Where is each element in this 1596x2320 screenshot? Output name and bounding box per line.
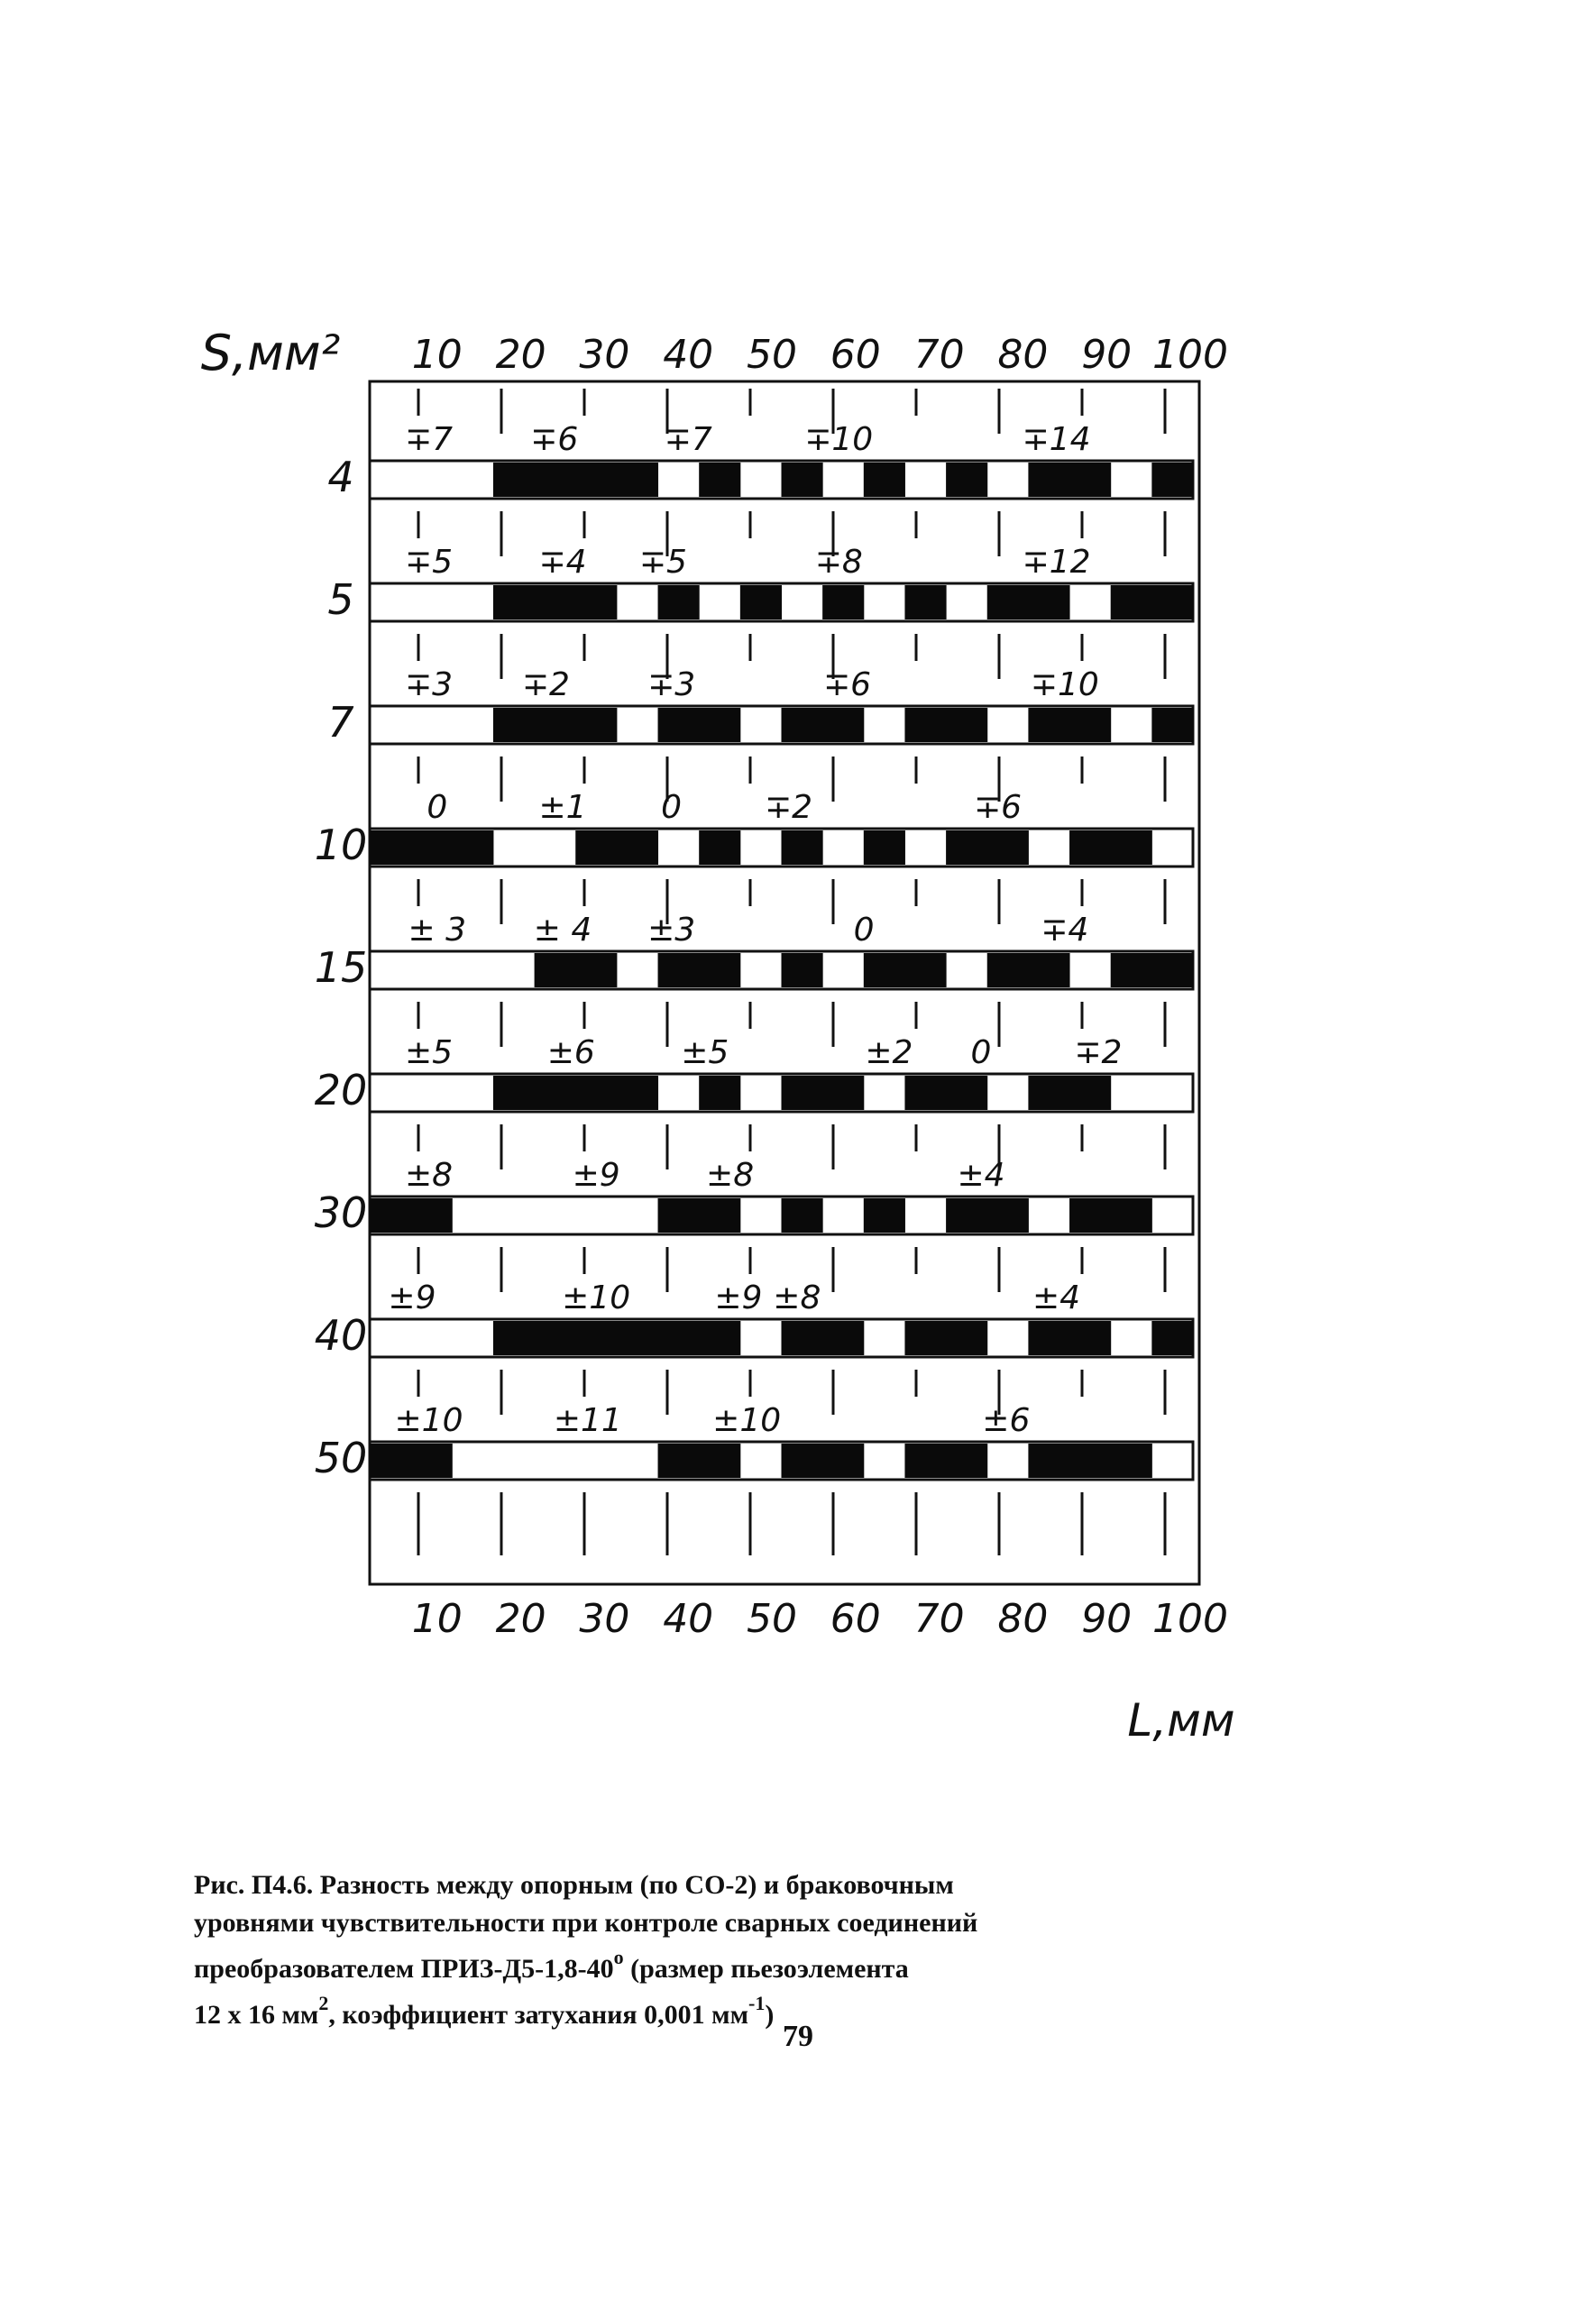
band-cell-black [1069, 1076, 1111, 1110]
x-tick-label-bottom: 40 [663, 1596, 714, 1642]
band-cell-black [535, 1321, 576, 1355]
band-annotation: ±2 [865, 1034, 913, 1071]
band-annotation: ∓2 [1074, 1034, 1123, 1071]
band-annotation: 0 [661, 789, 683, 826]
band-cell-black [699, 1444, 740, 1478]
band-cell-black [904, 1076, 946, 1110]
band-annotation: ∓5 [404, 544, 454, 581]
band-annotation: ±6 [982, 1402, 1031, 1439]
x-tick-label-bottom: 50 [747, 1596, 797, 1642]
y-row-label: 10 [314, 821, 368, 869]
band-cell-black [822, 1444, 864, 1478]
band-annotation: ∓5 [638, 544, 687, 581]
band-annotation: ±10 [712, 1402, 782, 1439]
x-tick-label-top: 70 [913, 332, 965, 378]
band-cell-black [493, 463, 535, 497]
band-annotation: ∓7 [664, 421, 712, 458]
band-annotation: ±1 [538, 789, 587, 826]
band-cell-black [946, 708, 987, 742]
band-cell-black [411, 1198, 453, 1233]
x-tick-label-bottom: 60 [830, 1596, 881, 1642]
x-tick-label-top: 30 [579, 332, 630, 378]
band-cell-black [617, 1321, 658, 1355]
band-annotation: ∓12 [1022, 544, 1091, 581]
band-annotation: ∓10 [804, 421, 874, 458]
y-row-label: 30 [314, 1188, 368, 1237]
band-cell-black [864, 830, 905, 865]
band-cell-black [617, 463, 658, 497]
band-cell-black [904, 1444, 946, 1478]
band-annotation: ∓7 [404, 421, 454, 458]
x-tick-label-top: 50 [747, 332, 797, 378]
caption-degree-sign: о [613, 1946, 624, 1968]
band-annotation: ∓14 [1022, 421, 1091, 458]
band-annotation: ±5 [404, 1034, 454, 1071]
x-tick-label-bottom: 70 [913, 1596, 965, 1642]
x-tick-label-top: 80 [997, 332, 1049, 378]
band-annotation: ±10 [562, 1279, 631, 1316]
band-cell-black [535, 708, 576, 742]
x-axis-title: L,мм [1127, 1694, 1235, 1747]
band-cell-black [1028, 585, 1069, 619]
band-cell-black [782, 953, 823, 987]
band-annotation: ∓3 [404, 666, 454, 703]
band-cell-black [782, 1076, 823, 1110]
band-cell-black [575, 953, 617, 987]
band-cell-black [1151, 585, 1193, 619]
band-cell-black [864, 953, 905, 987]
band-cell-black [987, 830, 1029, 865]
band-annotation: ±5 [681, 1034, 729, 1071]
band-cell-black [1069, 708, 1111, 742]
caption-line-2: уровнями чувствительности при контроле сварных соединений [194, 1908, 978, 1938]
caption-attenuation-exponent: -1 [748, 1992, 766, 2014]
band-cell-black [575, 1321, 617, 1355]
band-cell-black [617, 1076, 658, 1110]
band-cell-black [699, 953, 740, 987]
band-cell-black [946, 1198, 987, 1233]
band-cell-black [782, 1321, 823, 1355]
band-cell-black [1111, 585, 1152, 619]
y-row-label: 4 [327, 453, 354, 501]
x-tick-label-bottom: 10 [411, 1596, 463, 1642]
band-cell-black [822, 1321, 864, 1355]
band-cell-black [1069, 463, 1111, 497]
band-cell-black [1069, 1321, 1111, 1355]
band-cell-black [782, 1198, 823, 1233]
band-cell-black [411, 830, 453, 865]
band-cell-black [987, 953, 1029, 987]
band-cell-black [493, 708, 535, 742]
x-tick-label-top: 60 [830, 332, 881, 378]
band-cell-black [575, 463, 617, 497]
y-row-label: 40 [314, 1311, 368, 1360]
band-cell-black [575, 830, 617, 865]
band-cell-black [535, 463, 576, 497]
band-cell-black [699, 1321, 740, 1355]
band-cell-black [1028, 708, 1069, 742]
caption-line-1: Рис. П4.6. Разность между опорным (по СО-2) и браковочным [194, 1870, 954, 1900]
band-cell-black [782, 830, 823, 865]
band-cell-black [1111, 830, 1152, 865]
band-annotation: ± 3 [408, 912, 467, 949]
band-annotation: ±8 [773, 1279, 821, 1316]
band-annotation: ∓10 [1030, 666, 1099, 703]
band-cell-black [946, 463, 987, 497]
y-row-label: 50 [314, 1434, 368, 1482]
band-cell-black [904, 708, 946, 742]
band-cell-black [699, 1076, 740, 1110]
band-cell-black [1028, 1444, 1069, 1478]
y-row-label: 15 [314, 943, 368, 992]
band-annotation: ∓6 [530, 421, 579, 458]
band-cell-black [904, 585, 946, 619]
caption-transducer: преобразователем ПРИЗ-Д5-1,8-40 [194, 1954, 614, 1984]
band-annotation: ±8 [706, 1157, 755, 1194]
band-cell-black [1028, 1321, 1069, 1355]
band-annotation: ∓6 [974, 789, 1023, 826]
band-cell-black [946, 1076, 987, 1110]
y-axis-title: S,мм² [200, 325, 341, 381]
band-cell-black [699, 708, 740, 742]
band-annotation: ±4 [1032, 1279, 1081, 1316]
band-cell-black [1151, 708, 1193, 742]
band-cell-black [1069, 1444, 1111, 1478]
band-annotation: 0 [853, 912, 875, 949]
y-row-label: 7 [327, 698, 354, 747]
band-cell-black [575, 708, 617, 742]
band-cell-black [658, 1444, 700, 1478]
band-cell-black [493, 1076, 535, 1110]
band-annotation: ±8 [404, 1157, 454, 1194]
caption-element-size: 12 x 16 мм [194, 2000, 319, 2030]
band-cell-black [1069, 830, 1111, 865]
band-annotation: ± 4 [533, 912, 592, 949]
band-cell-black [904, 953, 946, 987]
band-annotation: ±9 [572, 1157, 620, 1194]
band-cell-black [864, 1198, 905, 1233]
band-cell-black [946, 1321, 987, 1355]
band-annotation: ∓3 [647, 666, 696, 703]
y-row-label: 5 [327, 575, 354, 624]
caption-line-3 [194, 1942, 1204, 1988]
band-cell-black [370, 830, 411, 865]
band-cell-black [575, 1076, 617, 1110]
band-cell-black [1151, 463, 1193, 497]
band-cell-black [535, 1076, 576, 1110]
band-annotation: ±11 [553, 1402, 622, 1439]
band-cell-black [1069, 1198, 1111, 1233]
band-cell-black [1111, 1444, 1152, 1478]
band-cell-black [864, 463, 905, 497]
band-cell-black [1151, 953, 1193, 987]
band-cell-black [987, 585, 1029, 619]
band-cell-black [575, 585, 617, 619]
x-tick-label-bottom: 100 [1152, 1596, 1228, 1642]
band-cell-black [822, 1076, 864, 1110]
band-annotation: ±6 [546, 1034, 595, 1071]
band-annotation: ±9 [388, 1279, 436, 1316]
band-cell-black [699, 830, 740, 865]
x-tick-label-bottom: 80 [997, 1596, 1049, 1642]
band-cell-black [370, 1444, 411, 1478]
band-cell-black [1028, 463, 1069, 497]
x-tick-label-bottom: 90 [1081, 1596, 1133, 1642]
band-cell-black [699, 463, 740, 497]
band-annotation: ±4 [957, 1157, 1005, 1194]
x-tick-label-top: 20 [495, 332, 546, 378]
band-cell-black [1028, 1076, 1069, 1110]
band-cell-black [658, 1321, 700, 1355]
band-cell-black [1111, 1198, 1152, 1233]
band-cell-black [658, 585, 700, 619]
caption-attenuation: , коэффициент затухания 0,001 мм [328, 2000, 749, 2030]
band-annotation: ∓4 [538, 544, 587, 581]
band-cell-black [782, 463, 823, 497]
caption-area-exponent: 2 [318, 1992, 329, 2014]
band-annotation: 0 [427, 789, 448, 826]
band-annotation: 0 [970, 1034, 992, 1071]
band-annotation: ±9 [714, 1279, 763, 1316]
x-tick-label-top: 40 [663, 332, 714, 378]
band-cell-black [493, 1321, 535, 1355]
band-cell-black [822, 585, 864, 619]
band-cell-black [1111, 953, 1152, 987]
band-cell-black [411, 1444, 453, 1478]
band-cell-black [658, 953, 700, 987]
page-number: 79 [783, 2020, 813, 2053]
band-cell-black [987, 1198, 1029, 1233]
band-cell-black [493, 585, 535, 619]
band-cell-black [699, 1198, 740, 1233]
band-cell-black [946, 830, 987, 865]
x-tick-label-bottom: 20 [495, 1596, 546, 1642]
band-cell-black [370, 1198, 411, 1233]
x-tick-label-top: 100 [1152, 332, 1228, 378]
band-cell-black [946, 1444, 987, 1478]
band-annotation: ∓2 [521, 666, 570, 703]
band-annotation: ∓6 [822, 666, 872, 703]
figure-caption [194, 1866, 1204, 2034]
x-tick-label-top: 10 [411, 332, 463, 378]
band-cell-black [617, 830, 658, 865]
x-tick-label-bottom: 30 [579, 1596, 630, 1642]
caption-element-size-label: (размер пьезоэлемента [623, 1954, 909, 1984]
x-tick-label-top: 90 [1081, 332, 1133, 378]
y-row-label: 20 [314, 1066, 368, 1114]
band-annotation: ∓4 [1041, 912, 1089, 949]
band-cell-black [658, 1198, 700, 1233]
band-cell-black [822, 708, 864, 742]
band-cell-black [782, 1444, 823, 1478]
band-annotation: ±10 [394, 1402, 463, 1439]
band-cell-black [1028, 953, 1069, 987]
band-annotation: ∓2 [765, 789, 813, 826]
band-cell-black [535, 953, 576, 987]
band-annotation: ∓8 [814, 544, 863, 581]
band-cell-black [535, 585, 576, 619]
band-cell-black [782, 708, 823, 742]
band-cell-black [452, 830, 493, 865]
caption-close-paren: ) [765, 2000, 775, 2030]
band-cell-black [904, 1321, 946, 1355]
band-cell-black [1151, 1321, 1193, 1355]
band-cell-black [740, 585, 782, 619]
band-annotation: ±3 [647, 912, 696, 949]
band-cell-black [658, 708, 700, 742]
